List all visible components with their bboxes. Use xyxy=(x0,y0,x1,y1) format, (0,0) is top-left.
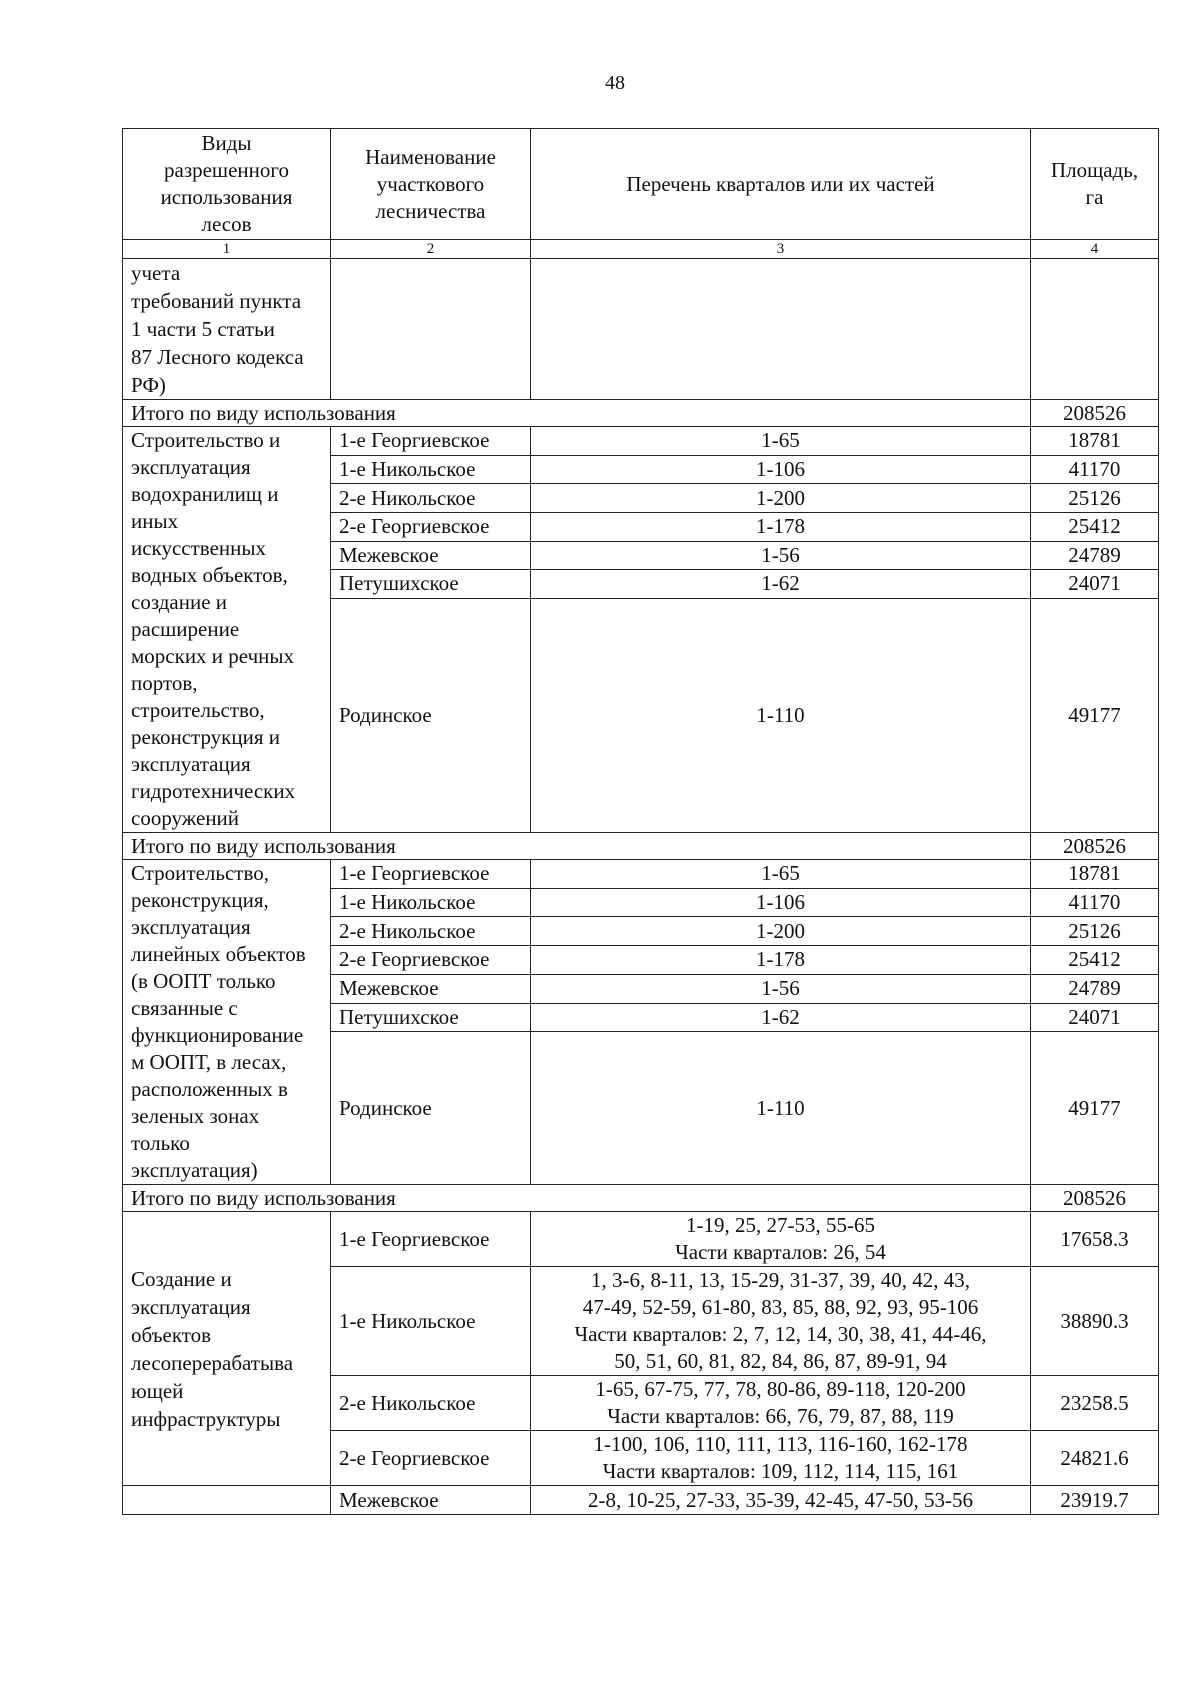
kind-of-use-line: Строительство и xyxy=(131,428,281,452)
forestry-cell: 1-е Георгиевское xyxy=(331,860,531,889)
kind-of-use-line: требований пункта xyxy=(131,289,302,313)
quarters-cell: 1-178 xyxy=(531,512,1031,541)
kind-of-use-line: морских и речных xyxy=(131,644,294,668)
kind-of-use-cell xyxy=(123,860,331,1185)
header-quarters: Перечень кварталов или их частей xyxy=(531,129,1031,240)
kind-of-use-line: портов, xyxy=(131,671,198,695)
quarters-line: Части кварталов: 26, 54 xyxy=(675,1240,886,1264)
quarters-cell: 1-106 xyxy=(531,888,1031,917)
total-label: Итого по виду использования xyxy=(123,1185,1031,1212)
quarters-cell: 1-56 xyxy=(531,974,1031,1003)
forestry-cell: 2-е Никольское xyxy=(331,1376,531,1431)
kind-of-use-line: Создание и xyxy=(131,1266,232,1291)
quarters-cell: 1-56 xyxy=(531,541,1031,570)
header-line: участкового xyxy=(376,171,485,196)
kind-of-use-cell xyxy=(123,1212,331,1486)
header-line: га xyxy=(1085,185,1104,209)
area-cell: 23258.5 xyxy=(1031,1376,1159,1431)
quarters-cell: 1-110 xyxy=(531,1032,1031,1185)
area-cell: 41170 xyxy=(1031,455,1159,484)
area-cell: 38890.3 xyxy=(1031,1267,1159,1376)
total-value: 208526 xyxy=(1031,1185,1159,1212)
quarters-cell: 1-62 xyxy=(531,1003,1031,1032)
page-number: 48 xyxy=(605,72,625,94)
total-label: Итого по виду использования xyxy=(123,833,1031,860)
total-row xyxy=(123,1185,1159,1212)
kind-of-use-line: расположенных в xyxy=(131,1077,288,1101)
kind-of-use-line: 1 части 5 статьи xyxy=(131,317,275,341)
area-cell: 24071 xyxy=(1031,570,1159,599)
forestry-cell: 1-е Никольское xyxy=(331,888,531,917)
quarters-cell: 1-110 xyxy=(531,598,1031,832)
area-cell: 49177 xyxy=(1031,598,1159,832)
kind-of-use-line: эксплуатация xyxy=(131,752,251,776)
total-value: 208526 xyxy=(1031,833,1159,860)
header-line: использования xyxy=(160,185,293,209)
quarters-line: 1-19, 25, 27-53, 55-65 xyxy=(686,1213,875,1237)
area-cell: 23919.7 xyxy=(1031,1486,1159,1515)
kind-of-use-line: зеленых зонах xyxy=(131,1104,260,1128)
kind-of-use-line: ющей xyxy=(131,1378,184,1403)
kind-of-use-line: эксплуатация) xyxy=(131,1158,258,1182)
kind-of-use-line: эксплуатация xyxy=(131,1294,251,1319)
kind-of-use-line: Строительство, xyxy=(131,861,269,885)
kind-of-use-line: объектов xyxy=(131,1322,212,1347)
quarters-cell: 1-65 xyxy=(531,860,1031,889)
total-row xyxy=(123,833,1159,860)
header-forestry xyxy=(331,129,531,240)
quarters-line: 50, 51, 60, 81, 82, 84, 86, 87, 89-91, 94 xyxy=(614,1349,947,1373)
forestry-cell: Межевское xyxy=(331,541,531,570)
kind-of-use-line: реконструкция, xyxy=(131,888,269,912)
table-row xyxy=(123,427,1159,456)
kind-of-use-line: гидротехнических xyxy=(131,779,296,803)
forestry-cell: 1-е Георгиевское xyxy=(331,427,531,456)
forestry-cell: 1-е Никольское xyxy=(331,1267,531,1376)
header-row xyxy=(123,129,1159,240)
column-number-row xyxy=(123,240,1159,259)
forestry-cell: Петушихское xyxy=(331,570,531,599)
kind-of-use-line: реконструкция и xyxy=(131,725,280,749)
area-cell: 24071 xyxy=(1031,1003,1159,1032)
quarters-cell: 1-200 xyxy=(531,917,1031,946)
kind-of-use-line: эксплуатация xyxy=(131,915,251,939)
kind-of-use-line: учета xyxy=(131,261,181,285)
kind-of-use-line: (в ООПТ только xyxy=(131,969,276,993)
kind-of-use-line: водных объектов, xyxy=(131,563,288,587)
area-cell: 25126 xyxy=(1031,484,1159,513)
quarters-line: 47-49, 52-59, 61-80, 83, 85, 88, 92, 93, 95-106 xyxy=(582,1295,979,1319)
quarters-line: Части кварталов: 66, 76, 79, 87, 88, 119 xyxy=(607,1404,954,1428)
empty-cell xyxy=(1031,259,1159,400)
kind-of-use-line: м ООПТ, в лесах, xyxy=(131,1050,287,1074)
area-cell: 24789 xyxy=(1031,541,1159,570)
kind-of-use-cell xyxy=(123,427,331,833)
quarters-line: 1-65, 67-75, 77, 78, 80-86, 89-118, 120-200 xyxy=(595,1377,966,1401)
kind-of-use-line: инфраструктуры xyxy=(131,1406,281,1431)
quarters-cell xyxy=(531,1486,1031,1515)
forestry-cell: Родинское xyxy=(331,1032,531,1185)
quarters-cell xyxy=(531,1431,1031,1486)
kind-of-use-cell xyxy=(123,1486,331,1515)
kind-of-use-line: связанные с xyxy=(131,996,238,1020)
column-number: 3 xyxy=(531,240,1031,259)
area-cell: 49177 xyxy=(1031,1032,1159,1185)
forestry-cell: 2-е Георгиевское xyxy=(331,946,531,975)
continuation-row xyxy=(123,259,1159,400)
area-cell: 17658.3 xyxy=(1031,1212,1159,1267)
kind-of-use-line: только xyxy=(131,1131,190,1155)
header-line: лесов xyxy=(201,212,252,236)
kind-of-use-line: искусственных xyxy=(131,536,266,560)
header-area xyxy=(1031,129,1159,240)
header-kind-of-use xyxy=(123,129,331,240)
header-line: лесничества xyxy=(375,198,486,223)
kind-of-use-line: водохранилищ и xyxy=(131,482,279,506)
forestry-cell: 1-е Георгиевское xyxy=(331,1212,531,1267)
quarters-line: Части кварталов: 2, 7, 12, 14, 30, 38, 41, 44-46, xyxy=(574,1322,987,1346)
header-line: разрешенного xyxy=(164,158,289,182)
forestry-cell: Петушихское xyxy=(331,1003,531,1032)
kind-of-use-line: лесоперерабатыва xyxy=(131,1350,294,1375)
kind-of-use-line: сооружений xyxy=(131,806,240,830)
table-row xyxy=(123,860,1159,889)
kind-of-use-line: эксплуатация xyxy=(131,455,251,479)
forestry-cell: 2-е Никольское xyxy=(331,484,531,513)
forestry-cell: Межевское xyxy=(331,1486,531,1515)
forestry-cell: 2-е Никольское xyxy=(331,917,531,946)
table-row xyxy=(123,1486,1159,1515)
quarters-cell xyxy=(531,1267,1031,1376)
table-row xyxy=(123,1212,1159,1267)
area-cell: 24789 xyxy=(1031,974,1159,1003)
quarters-line: Части кварталов: 109, 112, 114, 115, 161 xyxy=(602,1459,959,1483)
kind-of-use-line: иных xyxy=(131,509,179,533)
quarters-line: 2-8, 10-25, 27-33, 35-39, 42-45, 47-50, 53-56 xyxy=(588,1487,973,1512)
area-cell: 25126 xyxy=(1031,917,1159,946)
column-number: 1 xyxy=(123,240,331,259)
quarters-cell xyxy=(531,1212,1031,1267)
area-cell: 25412 xyxy=(1031,512,1159,541)
area-cell: 18781 xyxy=(1031,860,1159,889)
quarters-cell xyxy=(531,1376,1031,1431)
area-cell: 24821.6 xyxy=(1031,1431,1159,1486)
area-cell: 18781 xyxy=(1031,427,1159,456)
forestry-cell: Межевское xyxy=(331,974,531,1003)
quarters-cell: 1-200 xyxy=(531,484,1031,513)
kind-of-use-line: строительство, xyxy=(131,698,265,722)
forestry-cell: 1-е Никольское xyxy=(331,455,531,484)
area-cell: 25412 xyxy=(1031,946,1159,975)
quarters-line: 1-100, 106, 110, 111, 113, 116-160, 162-178 xyxy=(593,1432,968,1456)
kind-of-use-line: РФ) xyxy=(131,373,166,397)
forest-use-table xyxy=(122,128,1159,1515)
kind-of-use-line: создание и xyxy=(131,590,228,614)
quarters-cell: 1-65 xyxy=(531,427,1031,456)
forestry-cell: 2-е Георгиевское xyxy=(331,512,531,541)
forestry-cell: Родинское xyxy=(331,598,531,832)
header-line: Виды xyxy=(201,131,252,155)
total-value: 208526 xyxy=(1031,400,1159,427)
header-line: Площадь, xyxy=(1050,158,1139,182)
quarters-cell: 1-106 xyxy=(531,455,1031,484)
quarters-cell: 1-62 xyxy=(531,570,1031,599)
kind-of-use-line: линейных объектов xyxy=(131,942,306,966)
kind-of-use-cell xyxy=(123,259,331,400)
area-cell: 41170 xyxy=(1031,888,1159,917)
quarters-cell: 1-178 xyxy=(531,946,1031,975)
kind-of-use-line: функционирование xyxy=(131,1023,304,1047)
header-line: Наименование xyxy=(365,144,496,169)
column-number: 2 xyxy=(331,240,531,259)
forestry-cell: 2-е Георгиевское xyxy=(331,1431,531,1486)
empty-cell xyxy=(531,259,1031,400)
column-number: 4 xyxy=(1031,240,1159,259)
total-label: Итого по виду использования xyxy=(123,400,1031,427)
empty-cell xyxy=(331,259,531,400)
kind-of-use-line: расширение xyxy=(131,617,240,641)
quarters-line: 1, 3-6, 8-11, 13, 15-29, 31-37, 39, 40, 42, 43, xyxy=(591,1268,970,1292)
kind-of-use-line: 87 Лесного кодекса xyxy=(131,345,304,369)
total-row xyxy=(123,400,1159,427)
